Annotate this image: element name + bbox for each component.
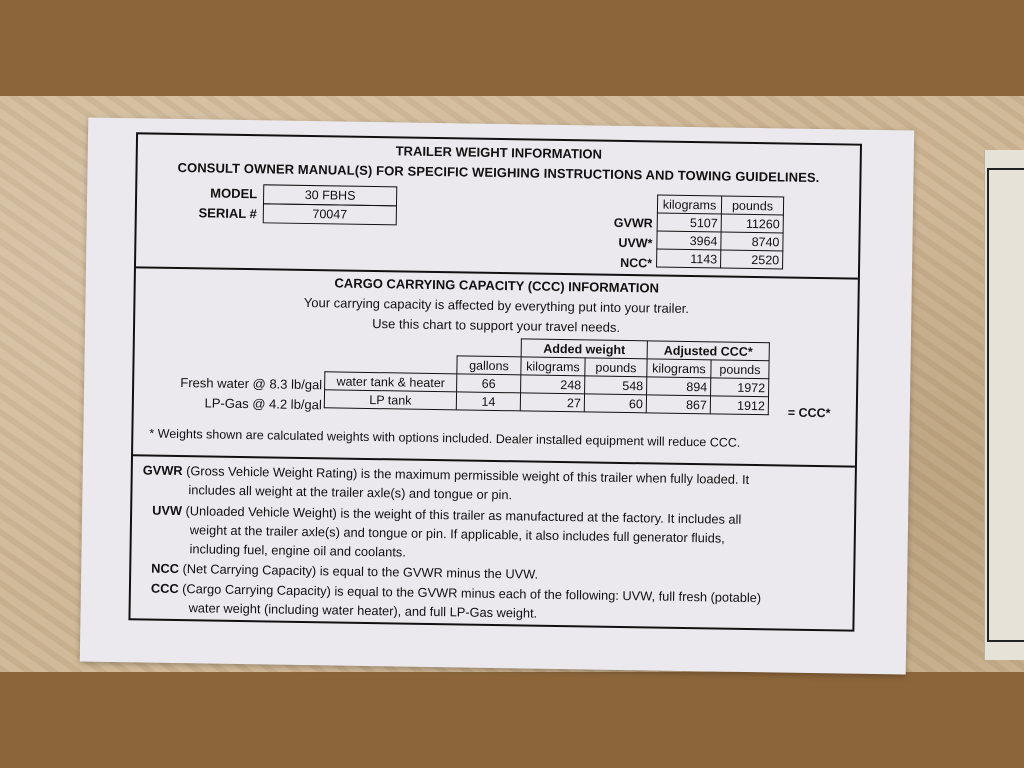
- adjusted-ccc-header: Adjusted CCC*: [647, 341, 769, 361]
- kilograms-header: kilograms: [657, 195, 721, 214]
- ncc-row-label: NCC*: [620, 255, 653, 271]
- serial-label: SERIAL #: [198, 205, 257, 222]
- ccc-section: [133, 266, 858, 467]
- table-row: [657, 231, 783, 251]
- ccc-title: CARGO CARRYING CAPACITY (CCC) INFORMATION: [334, 275, 660, 296]
- ccc-definition: CCC (Cargo Carrying Capacity) is equal to the GVWR minus each of the following: UVW, full fresh (potable) water weight (including water heater), and full LP-Gas weight.: [150, 580, 762, 621]
- trailer-weight-section: [136, 134, 860, 279]
- uvw-definition: UVW (Unloaded Vehicle Weight) is the weight of this trailer as manufactured at the factory. It includes all weight at the trailer axle(s) and tongue or pin. If applicable, it also includes full generator fluids, including fuel, engine oil and coolants.: [152, 502, 742, 560]
- adjacent-label-edge: [984, 150, 1024, 660]
- ncc-term: NCC: [151, 560, 180, 577]
- adjusted-lb-header: pounds: [711, 360, 769, 379]
- fresh-water-adjusted-kg: 894: [647, 377, 711, 396]
- fresh-water-added-lb: 548: [585, 376, 647, 395]
- weight-label-frame: [128, 132, 862, 631]
- serial-value: 70047: [263, 203, 397, 225]
- model-value: 30 FBHS: [263, 184, 397, 206]
- fresh-water-adjusted-lb: 1972: [711, 378, 769, 397]
- uvw-kg: 3964: [657, 231, 721, 250]
- gvwr-term: GVWR: [142, 462, 183, 479]
- ncc-kg: 1143: [657, 249, 721, 268]
- ccc-intro-line2: Use this chart to support your travel needs.: [372, 316, 621, 335]
- lp-gas-gallons: 14: [456, 392, 520, 411]
- label-title: TRAILER WEIGHT INFORMATION: [395, 143, 603, 162]
- table-row: [657, 213, 783, 233]
- gvwr-row-label: GVWR: [613, 215, 653, 231]
- ccc-footnote: * Weights shown are calculated weights with options included. Dealer installed equipment will reduce CCC.: [149, 426, 741, 450]
- ncc-definition: NCC (Net Carrying Capacity) is equal to the GVWR minus the UVW.: [151, 560, 539, 582]
- weight-ratings-table: [656, 194, 784, 269]
- lp-gas-item: LP tank: [324, 390, 456, 410]
- lp-gas-adjusted-kg: 867: [646, 395, 710, 414]
- added-weight-header: Added weight: [521, 339, 647, 359]
- uvw-row-label: UVW*: [618, 235, 653, 251]
- added-lb-header: pounds: [585, 358, 647, 377]
- fresh-water-added-kg: 248: [521, 375, 585, 394]
- fresh-water-item: water tank & heater: [325, 372, 457, 392]
- lp-gas-label: LP-Gas @ 4.2 lb/gal: [204, 395, 322, 413]
- ccc-term: CCC: [150, 580, 179, 597]
- ccc-table: [324, 335, 770, 415]
- weight-label-paper: [80, 118, 914, 675]
- table-row: [657, 249, 783, 269]
- bottom-border-band: [0, 672, 1024, 768]
- gallons-header: gallons: [457, 356, 521, 375]
- lp-gas-adjusted-lb: 1912: [710, 396, 768, 415]
- fresh-water-label: Fresh water @ 8.3 lb/gal: [180, 375, 323, 393]
- added-kg-header: kilograms: [521, 357, 585, 376]
- gvwr-lb: 11260: [721, 214, 783, 233]
- model-label: MODEL: [210, 185, 258, 202]
- pounds-header: pounds: [721, 196, 783, 215]
- lp-gas-added-lb: 60: [584, 394, 646, 413]
- table-row: [657, 195, 783, 215]
- ccc-intro-line1: Your carrying capacity is affected by everything put into your trailer.: [303, 294, 690, 317]
- label-subtitle: CONSULT OWNER MANUAL(S) FOR SPECIFIC WEIGHING INSTRUCTIONS AND TOWING GUIDELINES.: [177, 159, 820, 186]
- adjusted-kg-header: kilograms: [647, 359, 711, 378]
- top-border-band: [0, 0, 1024, 96]
- uvw-lb: 8740: [721, 232, 783, 251]
- ccc-result-label: = CCC*: [787, 405, 831, 421]
- ncc-lb: 2520: [721, 250, 783, 269]
- definitions-section: [130, 454, 854, 629]
- fresh-water-gallons: 66: [457, 374, 521, 393]
- uvw-term: UVW: [152, 502, 183, 519]
- lp-gas-added-kg: 27: [520, 393, 584, 412]
- gvwr-kg: 5107: [657, 213, 721, 232]
- gvwr-definition: GVWR (Gross Vehicle Weight Rating) is the maximum permissible weight of this trailer when fully loaded. It includes all weight at the trailer axle(s) and tongue or pin.: [142, 462, 750, 503]
